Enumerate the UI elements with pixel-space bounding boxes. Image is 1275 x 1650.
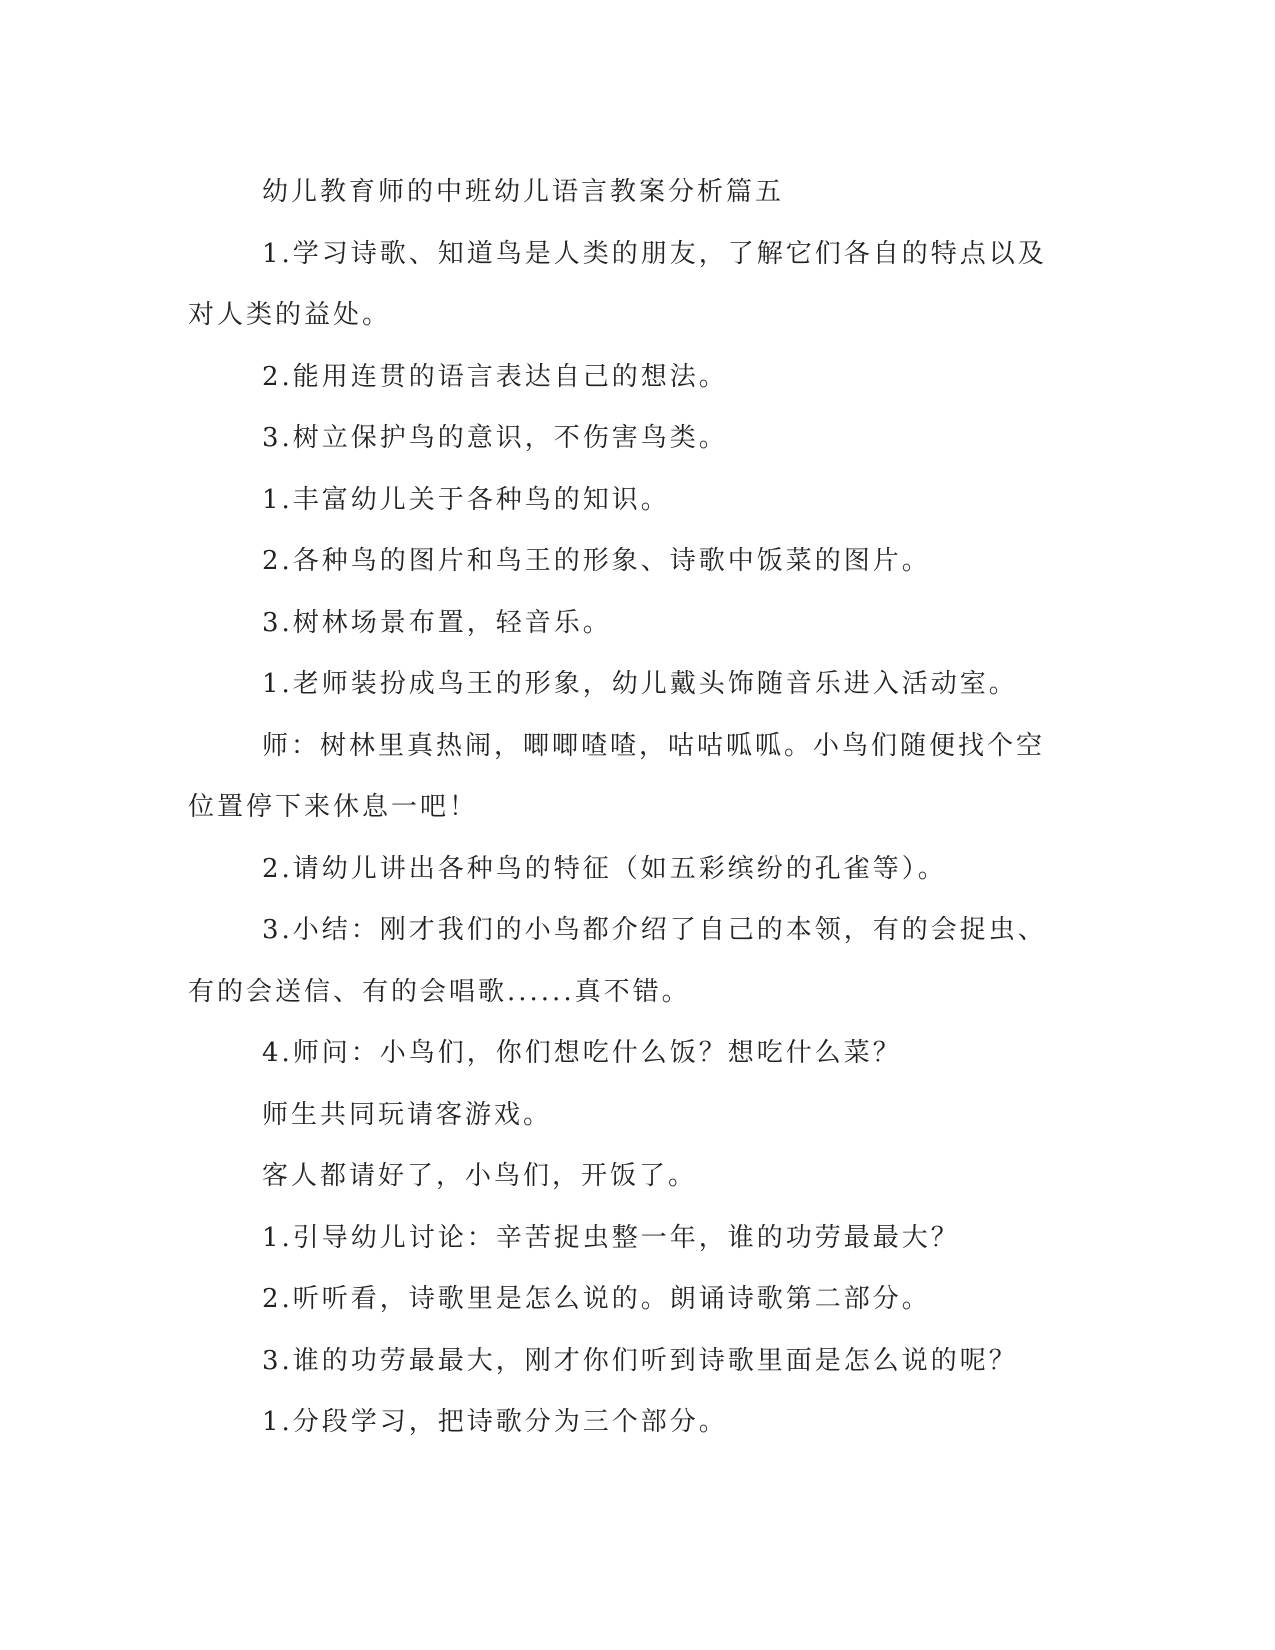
paragraph: 3.小结：刚才我们的小鸟都介绍了自己的本领，有的会捉虫、有的会送信、有的会唱歌......真不错。 [188, 915, 1047, 1007]
paragraph: 1.老师装扮成鸟王的形象，幼儿戴头饰随音乐进入活动室。 [262, 669, 1018, 699]
paragraph: 1.引导幼儿讨论：辛苦捉虫整一年，谁的功劳最最大？ [262, 1222, 960, 1253]
paragraph: 2.能用连贯的语言表达自己的想法。 [262, 361, 728, 392]
document-body [188, 162, 1068, 1454]
paragraph: 3.树林场景布置，轻音乐。 [262, 607, 612, 638]
paragraph: 3.谁的功劳最最大，刚才你们听到诗歌里面是怎么说的呢？ [262, 1345, 1018, 1376]
paragraph: 3.树立保护鸟的意识，不伤害鸟类。 [262, 423, 728, 453]
paragraph: 师生共同玩请客游戏。 [262, 1099, 553, 1130]
paragraph: 2.请幼儿讲出各种鸟的特征（如五彩缤纷的孔雀等）。 [262, 853, 947, 884]
paragraph: 1.分段学习，把诗歌分为三个部分。 [262, 1407, 728, 1437]
paragraph: 1.丰富幼儿关于各种鸟的知识。 [262, 484, 670, 515]
paragraph: 2.各种鸟的图片和鸟王的形象、诗歌中饭菜的图片。 [262, 546, 931, 576]
paragraph: 4.师问：小鸟们，你们想吃什么饭？想吃什么菜？ [262, 1038, 902, 1068]
paragraph: 1.学习诗歌、知道鸟是人类的朋友，了解它们各自的特点以及对人类的益处。 [188, 238, 1047, 330]
paragraph: 2.听听看，诗歌里是怎么说的。朗诵诗歌第二部分。 [262, 1284, 931, 1314]
document-title: 幼儿教育师的中班幼儿语言教案分析篇五 [262, 177, 785, 207]
paragraph: 客人都请好了，小鸟们，开饭了。 [262, 1161, 698, 1191]
paragraph: 师：树林里真热闹，唧唧喳喳，咕咕呱呱。小鸟们随便找个空位置停下来休息一吧！ [188, 730, 1046, 822]
